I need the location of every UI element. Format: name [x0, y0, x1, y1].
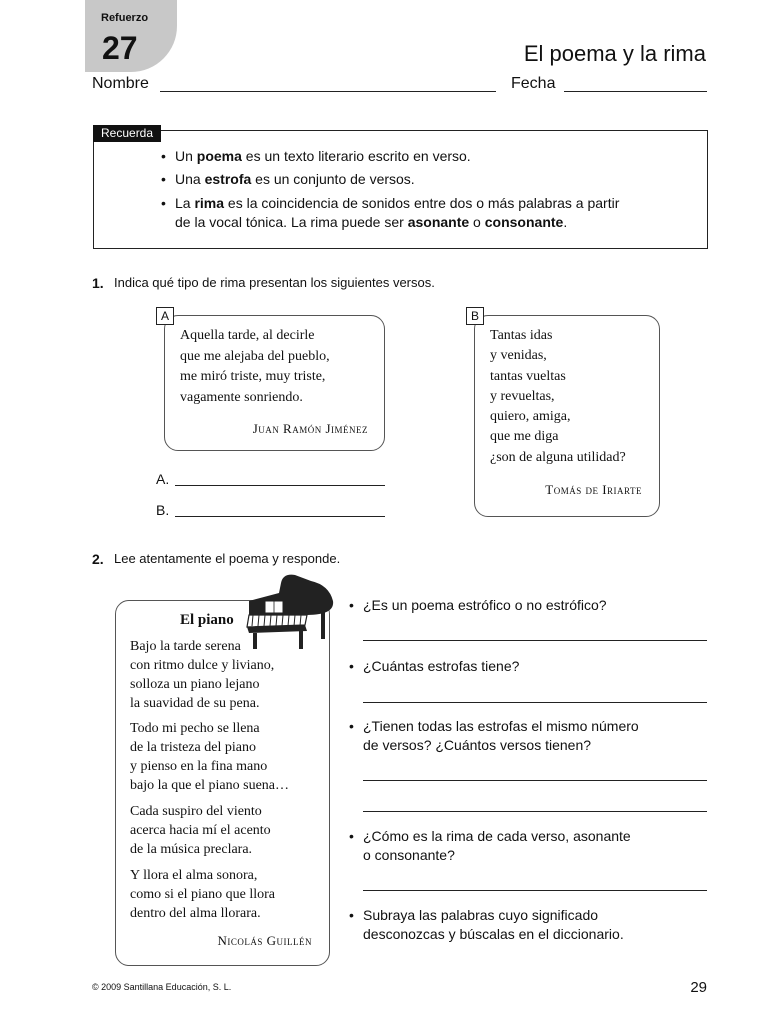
poem-b-line: y revueltas, — [490, 388, 555, 404]
ex2-number: 2. — [92, 551, 104, 567]
ex2-instruction: Lee atentamente el poema y responde. — [114, 551, 341, 566]
piano-line: bajo la que el piano suena… — [130, 778, 290, 793]
piano-stanza-1 — [130, 637, 274, 713]
poem-b-author: Tomás de Iriarte — [545, 482, 642, 497]
piano-line: acerca hacia mí el acento — [130, 823, 271, 838]
poem-a-line: que me alejaba del pueblo, — [180, 348, 330, 364]
poem-a-line: me miró triste, muy triste, — [180, 369, 326, 384]
piano-line: como si el piano que llora — [130, 887, 276, 902]
question-3-answer-line-2[interactable] — [363, 811, 707, 812]
piano-line: y pienso en la fina mano — [130, 759, 268, 774]
piano-poem-title: El piano — [180, 612, 234, 628]
piano-line: con ritmo dulce y liviano, — [130, 658, 275, 673]
question-4-answer-line[interactable] — [363, 890, 707, 891]
ex1-instruction: Indica qué tipo de rima presentan los siguientes versos. — [114, 275, 435, 290]
answer-b-label: B. — [156, 502, 170, 518]
question-1-answer-line[interactable] — [363, 640, 707, 641]
piano-line: Bajo la tarde serena — [130, 639, 241, 654]
piano-line: Todo mi pecho se llena — [130, 721, 260, 736]
piano-line: dentro del alma llorara. — [130, 906, 261, 921]
date-line[interactable] — [564, 91, 707, 92]
piano-poem-author: Nicolás Guillén — [217, 933, 312, 948]
unit-number: 27 — [102, 30, 138, 66]
piano-stanza-2 — [130, 719, 289, 795]
poem-b-line: ¿son de alguna utilidad? — [490, 449, 626, 465]
poem-a-label: A — [156, 307, 174, 325]
piano-line: la suavidad de su pena. — [130, 696, 260, 711]
poem-a-line: vagamente sonriendo. — [180, 389, 303, 405]
poem-a-text — [180, 326, 330, 408]
section-label: Refuerzo — [101, 12, 149, 24]
piano-line: solloza un piano lejano — [130, 677, 260, 692]
piano-line: Cada suspiro del viento — [130, 804, 262, 819]
poem-b-line: y venidas, — [490, 348, 547, 364]
answer-a-label: A. — [156, 471, 170, 487]
piano-stanza-4 — [130, 866, 275, 923]
piano-line: de la tristeza del piano — [130, 740, 256, 755]
poem-b-label: B — [466, 307, 484, 325]
poem-b-text — [490, 326, 626, 468]
poem-b-line: tantas vueltas — [490, 368, 566, 384]
piano-line: de la música preclara. — [130, 842, 253, 857]
poem-a-line: Aquella tarde, al decirle — [180, 328, 315, 343]
copyright: © 2009 Santillana Educación, S. L. — [92, 982, 232, 992]
piano-line: Y llora el alma sonora, — [130, 868, 258, 883]
poem-b-line: que me diga — [490, 429, 559, 445]
recuerda-label: Recuerda — [93, 125, 161, 142]
answer-b-line[interactable] — [175, 516, 385, 517]
piano-stanza-3 — [130, 802, 271, 859]
question-3-answer-line-1[interactable] — [363, 780, 707, 781]
poem-b-line: Tantas idas — [490, 328, 553, 343]
page-number: 29 — [690, 979, 707, 996]
question-2-answer-line[interactable] — [363, 702, 707, 703]
name-line[interactable] — [160, 91, 496, 92]
answer-a-line[interactable] — [175, 485, 385, 486]
page-title: El poema y la rima — [523, 41, 706, 66]
date-label: Fecha — [511, 75, 556, 92]
name-label: Nombre — [92, 75, 149, 92]
ex1-number: 1. — [92, 275, 104, 291]
poem-b-line: quiero, amiga, — [490, 409, 571, 425]
poem-a-author: Juan Ramón Jiménez — [252, 421, 368, 436]
